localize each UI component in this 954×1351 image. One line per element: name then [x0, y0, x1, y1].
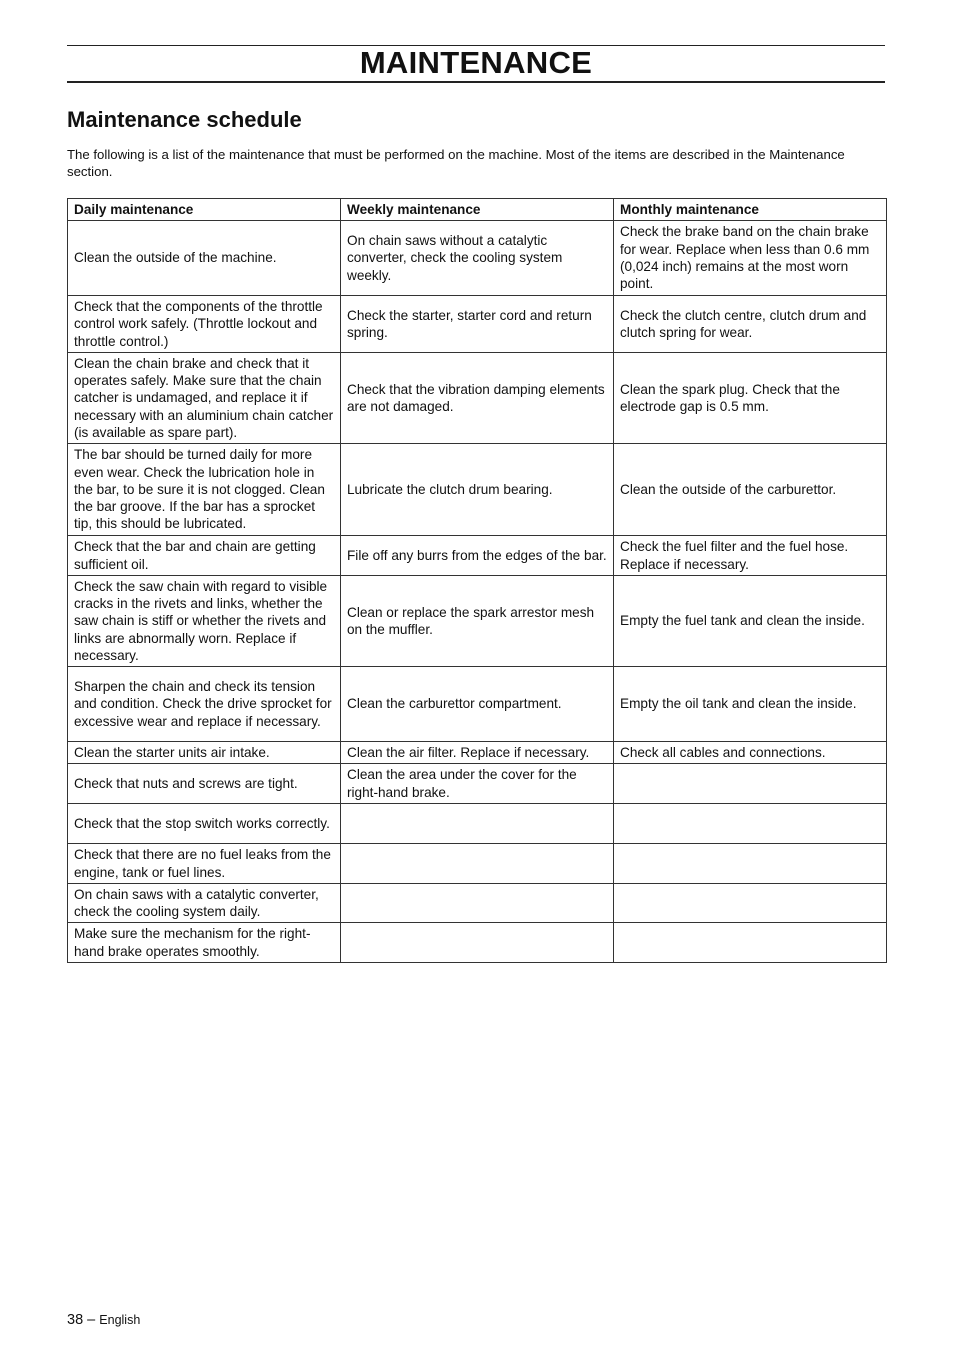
table-cell-monthly: Empty the oil tank and clean the inside.	[614, 667, 887, 742]
table-row	[68, 764, 887, 804]
table-cell-daily: Make sure the mechanism for the right-hand brake operates smoothly.	[68, 923, 341, 963]
section-title: Maintenance schedule	[67, 107, 302, 132]
table-cell-daily: Check the saw chain with regard to visible cracks in the rivets and links, whether the saw chain is stiff or whether the rivets and links are abnormally worn. Replace if necessary.	[68, 576, 341, 667]
column-header-weekly: Weekly maintenance	[341, 199, 614, 221]
table-cell-daily: On chain saws with a catalytic converter, check the cooling system daily.	[68, 884, 341, 923]
table-cell-daily: Clean the outside of the machine.	[68, 221, 341, 296]
table-cell-weekly: Clean the air filter. Replace if necessary.	[341, 742, 614, 764]
table-cell-weekly	[341, 884, 614, 923]
table-cell-monthly: Check the fuel filter and the fuel hose. Replace if necessary.	[614, 536, 887, 576]
table-cell-monthly	[614, 764, 887, 804]
table-cell-weekly: Check that the vibration damping elements are not damaged.	[341, 353, 614, 444]
table-row	[68, 221, 887, 296]
footer-dash: –	[87, 1312, 96, 1328]
table-row	[68, 923, 887, 963]
table-cell-daily: Check that the bar and chain are getting sufficient oil.	[68, 536, 341, 576]
table-cell-monthly: Check the brake band on the chain brake for wear. Replace when less than 0.6 mm (0,024 inch) remains at the most worn point.	[614, 221, 887, 296]
table-cell-weekly: File off any burrs from the edges of the bar.	[341, 536, 614, 576]
table-header-row	[68, 199, 887, 221]
table-cell-weekly: Clean the area under the cover for the right-hand brake.	[341, 764, 614, 804]
page-number: 38	[67, 1312, 84, 1328]
maintenance-schedule-table	[67, 198, 887, 963]
table-cell-weekly	[341, 844, 614, 884]
table-row	[68, 667, 887, 742]
table-cell-monthly	[614, 923, 887, 963]
table-row	[68, 844, 887, 884]
table-cell-weekly	[341, 923, 614, 963]
table-cell-daily: Check that there are no fuel leaks from the engine, tank or fuel lines.	[68, 844, 341, 884]
table-cell-weekly: On chain saws without a catalytic converter, check the cooling system weekly.	[341, 221, 614, 296]
table-cell-weekly: Lubricate the clutch drum bearing.	[341, 444, 614, 536]
table-row	[68, 884, 887, 923]
table-cell-daily: Clean the starter units air intake.	[68, 742, 341, 764]
table-cell-weekly: Clean the carburettor compartment.	[341, 667, 614, 742]
table-cell-monthly: Check all cables and connections.	[614, 742, 887, 764]
table-cell-daily: The bar should be turned daily for more even wear. Check the lubrication hole in the bar, to be sure it is not clogged. Clean the bar groove. If the bar has a sprocket tip, this should be lubricated.	[68, 444, 341, 536]
table-row	[68, 536, 887, 576]
table-cell-daily: Check that the stop switch works correctly.	[68, 804, 341, 844]
table-cell-daily: Sharpen the chain and check its tension and condition. Check the drive sprocket for excessive wear and replace if necessary.	[68, 667, 341, 742]
table-cell-daily: Check that the components of the throttle control work safely. (Throttle lockout and throttle control.)	[68, 296, 341, 353]
table-cell-weekly	[341, 804, 614, 844]
table-cell-monthly	[614, 804, 887, 844]
table-cell-monthly: Clean the outside of the carburettor.	[614, 444, 887, 536]
table-row	[68, 444, 887, 536]
table-row	[68, 804, 887, 844]
table-row	[68, 353, 887, 444]
table-cell-monthly	[614, 884, 887, 923]
header-rule-bottom	[67, 81, 885, 83]
footer-language: English	[99, 1313, 141, 1327]
page-header-title: MAINTENANCE	[359, 45, 593, 80]
column-header-daily: Daily maintenance	[68, 199, 341, 221]
intro-paragraph: The following is a list of the maintenance that must be performed on the machine. Most of the items are described in the Maintenance section.	[67, 147, 845, 180]
page-footer	[67, 1311, 140, 1329]
table-row	[68, 576, 887, 667]
table-cell-weekly: Check the starter, starter cord and return spring.	[341, 296, 614, 353]
table-cell-monthly	[614, 844, 887, 884]
table-cell-monthly: Empty the fuel tank and clean the inside.	[614, 576, 887, 667]
table-cell-daily: Check that nuts and screws are tight.	[68, 764, 341, 804]
table-cell-monthly: Clean the spark plug. Check that the electrode gap is 0.5 mm.	[614, 353, 887, 444]
table-row	[68, 296, 887, 353]
table-cell-weekly: Clean or replace the spark arrestor mesh on the muffler.	[341, 576, 614, 667]
table-cell-daily: Clean the chain brake and check that it operates safely. Make sure that the chain catcher is undamaged, and replace it if necessary with an aluminium chain catcher (is available as spare part).	[68, 353, 341, 444]
table-cell-monthly: Check the clutch centre, clutch drum and clutch spring for wear.	[614, 296, 887, 353]
column-header-monthly: Monthly maintenance	[614, 199, 887, 221]
table-row	[68, 742, 887, 764]
